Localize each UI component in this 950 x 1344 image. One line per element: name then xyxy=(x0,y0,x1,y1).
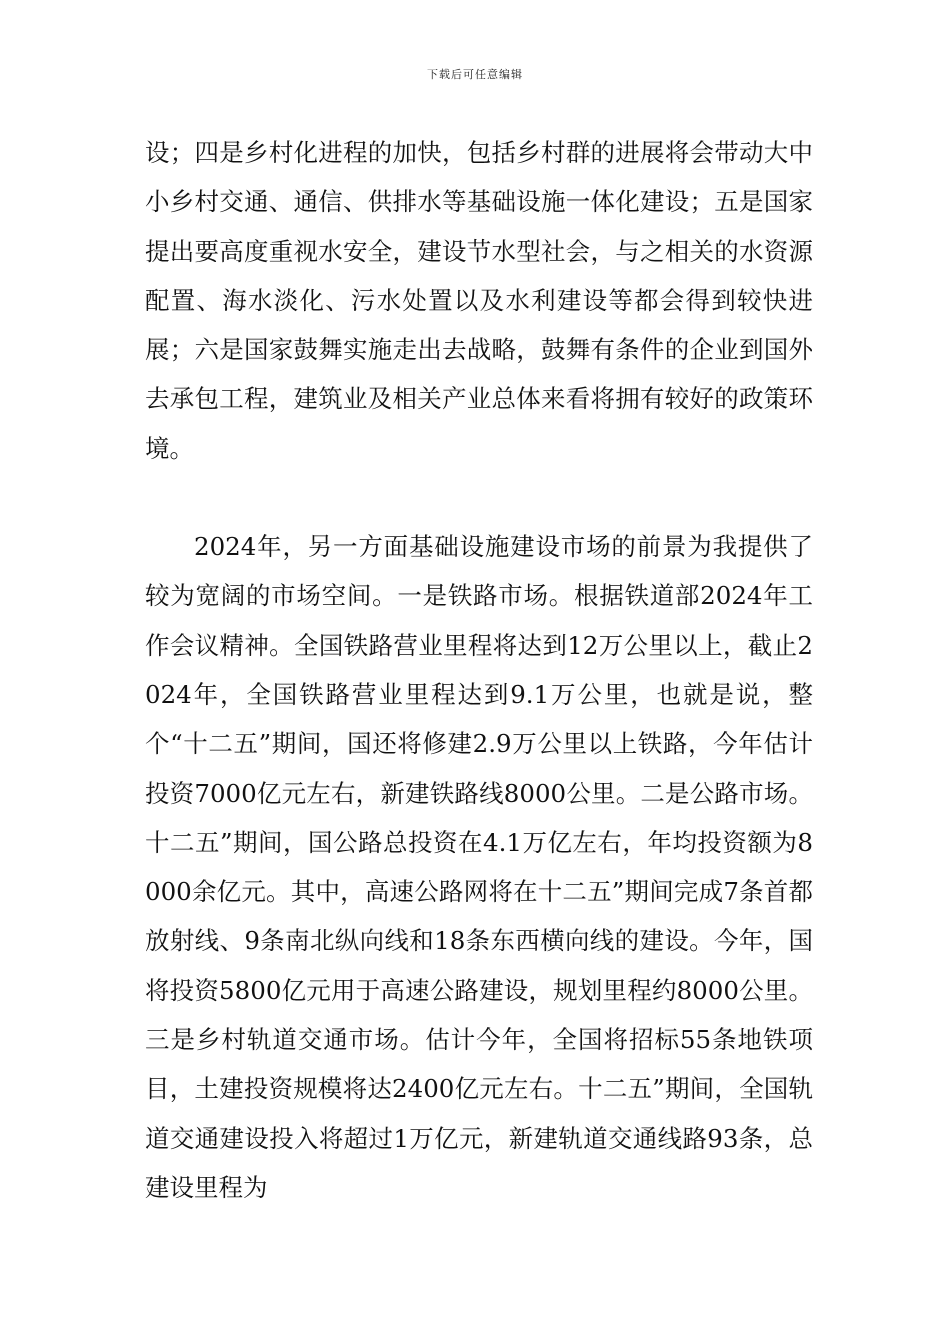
paragraph-spacer xyxy=(145,473,813,522)
document-body xyxy=(145,128,813,1212)
paragraph-infrastructure-market: 2024年，另一方面基础设施建设市场的前景为我提供了较为宽阔的市场空间。一是铁路市场。根据铁道部2024年工作会议精神。全国铁路营业里程将达到12万公里以上，截止2024年，全国铁路营业里程达到9.1万公里，也就是说，整个“十二五”期间，国还将修建2.9万公里以上铁路，今年估计投资7000亿元左右，新建铁路线8000公里。二是公路市场。十二五”期间，国公路总投资在4.1万亿左右，年均投资额为8000余亿元。其中，高速公路网将在十二五”期间完成7条首都放射线、9条南北纵向线和18条东西横向线的建设。今年，国将投资5800亿元用于高速公路建设，规划里程约8000公里。三是乡村轨道交通市场。估计今年，全国将招标55条地铁项目，土建投资规模将达2400亿元左右。十二五”期间，全国轨道交通建设投入将超过1万亿元，新建轨道交通线路93条，总建设里程为 xyxy=(145,532,813,1202)
page-header-note: 下载后可任意编辑 xyxy=(427,68,523,81)
paragraph-continuation: 设；四是乡村化进程的加快，包括乡村群的进展将会带动大中小乡村交通、通信、供排水等基础设施一体化建设；五是国家提出要高度重视水安全，建设节水型社会，与之相关的水资源配置、海水淡化、污水处置以及水利建设等都会得到较快进展；六是国家鼓舞实施走出去战略，鼓舞有条件的企业到国外去承包工程，建筑业及相关产业总体来看将拥有较好的政策环境。 xyxy=(145,138,813,463)
